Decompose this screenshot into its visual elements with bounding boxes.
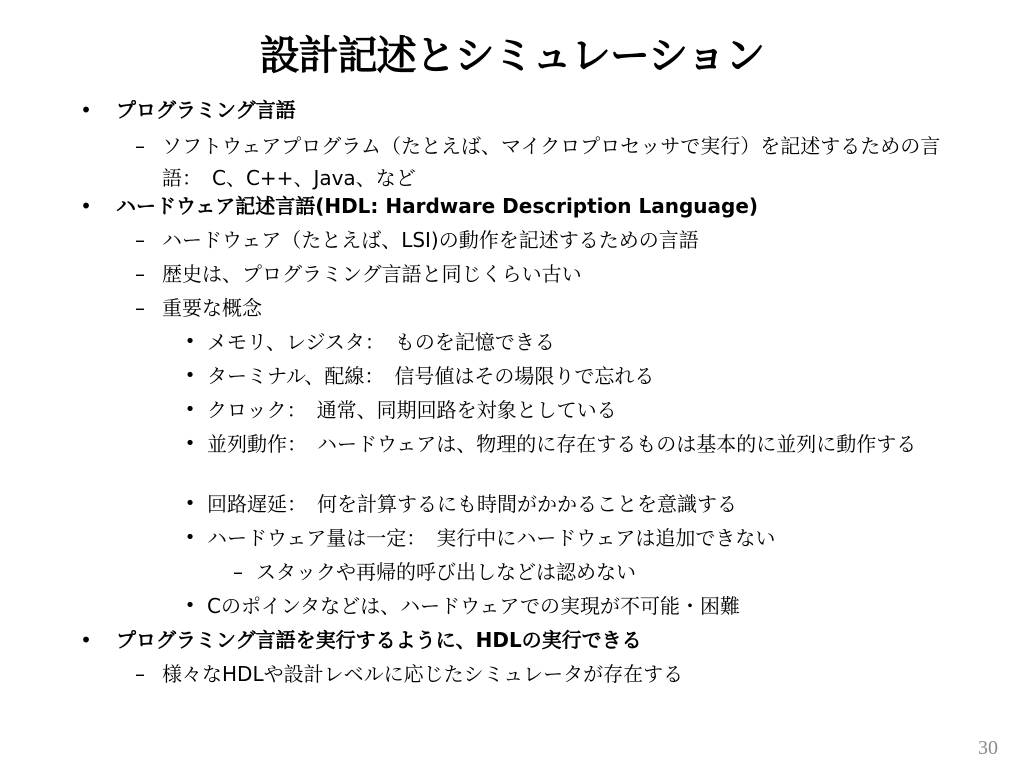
bullet-item-circuit-delay	[184, 488, 737, 520]
bullet-item-important-concepts	[135, 292, 262, 324]
bullet-text: 回路遅延： 何を計算するにも時間がかかることを意識する	[207, 492, 737, 516]
bullet-text: Cのポインタなどは、ハードウェアでの実現が不可能・困難	[207, 594, 740, 618]
bullet-text: 様々なHDLや設計レベルに応じたシミュレータが存在する	[162, 662, 684, 686]
bullet-item-hdl	[80, 190, 759, 222]
bullet-item-clock	[184, 394, 617, 426]
bullet-text: ターミナル、配線： 信号値はその場限りで忘れる	[207, 364, 655, 388]
bullet-marker: •	[184, 331, 196, 352]
bullet-text: ハードウェア量は一定： 実行中にハードウェアは追加できない	[207, 526, 776, 550]
bullet-text: ソフトウェアプログラム（たとえば、マイクロプロセッサで実行）を記述するための言語： C、C++、Java、など	[162, 134, 941, 190]
bullet-item-parallel-operation	[184, 428, 927, 460]
bullet-item-history	[135, 258, 582, 290]
bullet-text: 重要な概念	[162, 296, 262, 320]
bullet-marker: •	[184, 595, 196, 616]
bullet-item-hdl-execution	[80, 624, 642, 656]
bullet-text: ハードウェア（たとえば、LSI)の動作を記述するための言語	[162, 228, 699, 252]
bullet-marker: •	[184, 433, 196, 454]
bullet-text: プログラミング言語を実行するように、HDLの実行できる	[116, 628, 642, 652]
dash-marker: –	[135, 228, 145, 252]
dash-marker: –	[135, 662, 145, 686]
dash-marker: –	[135, 296, 145, 320]
bullet-item-software-description	[135, 130, 942, 194]
bullet-text: ハードウェア記述言語(HDL: Hardware Description Language)	[116, 194, 759, 218]
bullet-item-memory-register	[184, 326, 555, 358]
bullet-marker: •	[80, 98, 92, 122]
bullet-marker: •	[184, 527, 196, 548]
bullet-item-hardware-amount	[184, 522, 776, 554]
bullet-marker: •	[184, 365, 196, 386]
bullet-marker: •	[184, 399, 196, 420]
bullet-marker: •	[80, 194, 92, 218]
bullet-text: プログラミング言語	[116, 98, 296, 122]
slide-title: 設計記述とシミュレーション	[259, 33, 765, 79]
bullet-marker: •	[80, 628, 92, 652]
page-number: 30	[978, 737, 998, 759]
dash-marker: –	[233, 560, 243, 584]
bullet-item-simulators	[135, 658, 684, 690]
bullet-text: メモリ、レジスタ： ものを記憶できる	[207, 330, 555, 354]
bullet-text: スタックや再帰的呼び出しなどは認めない	[256, 560, 636, 584]
bullet-item-hdl-description	[135, 224, 699, 256]
bullet-marker: •	[184, 493, 196, 514]
bullet-text: 歴史は、プログラミング言語と同じくらい古い	[162, 262, 582, 286]
bullet-item-c-pointers	[184, 590, 740, 622]
bullet-item-terminal-wiring	[184, 360, 655, 392]
bullet-text: 並列動作： ハードウェアは、物理的に存在するものは基本的に並列に動作する	[207, 432, 917, 456]
dash-marker: –	[135, 134, 145, 158]
bullet-text: クロック： 通常、同期回路を対象としている	[207, 398, 617, 422]
bullet-item-no-stack-recursion	[233, 556, 636, 588]
bullet-item-programming-language	[80, 94, 296, 126]
dash-marker: –	[135, 262, 145, 286]
